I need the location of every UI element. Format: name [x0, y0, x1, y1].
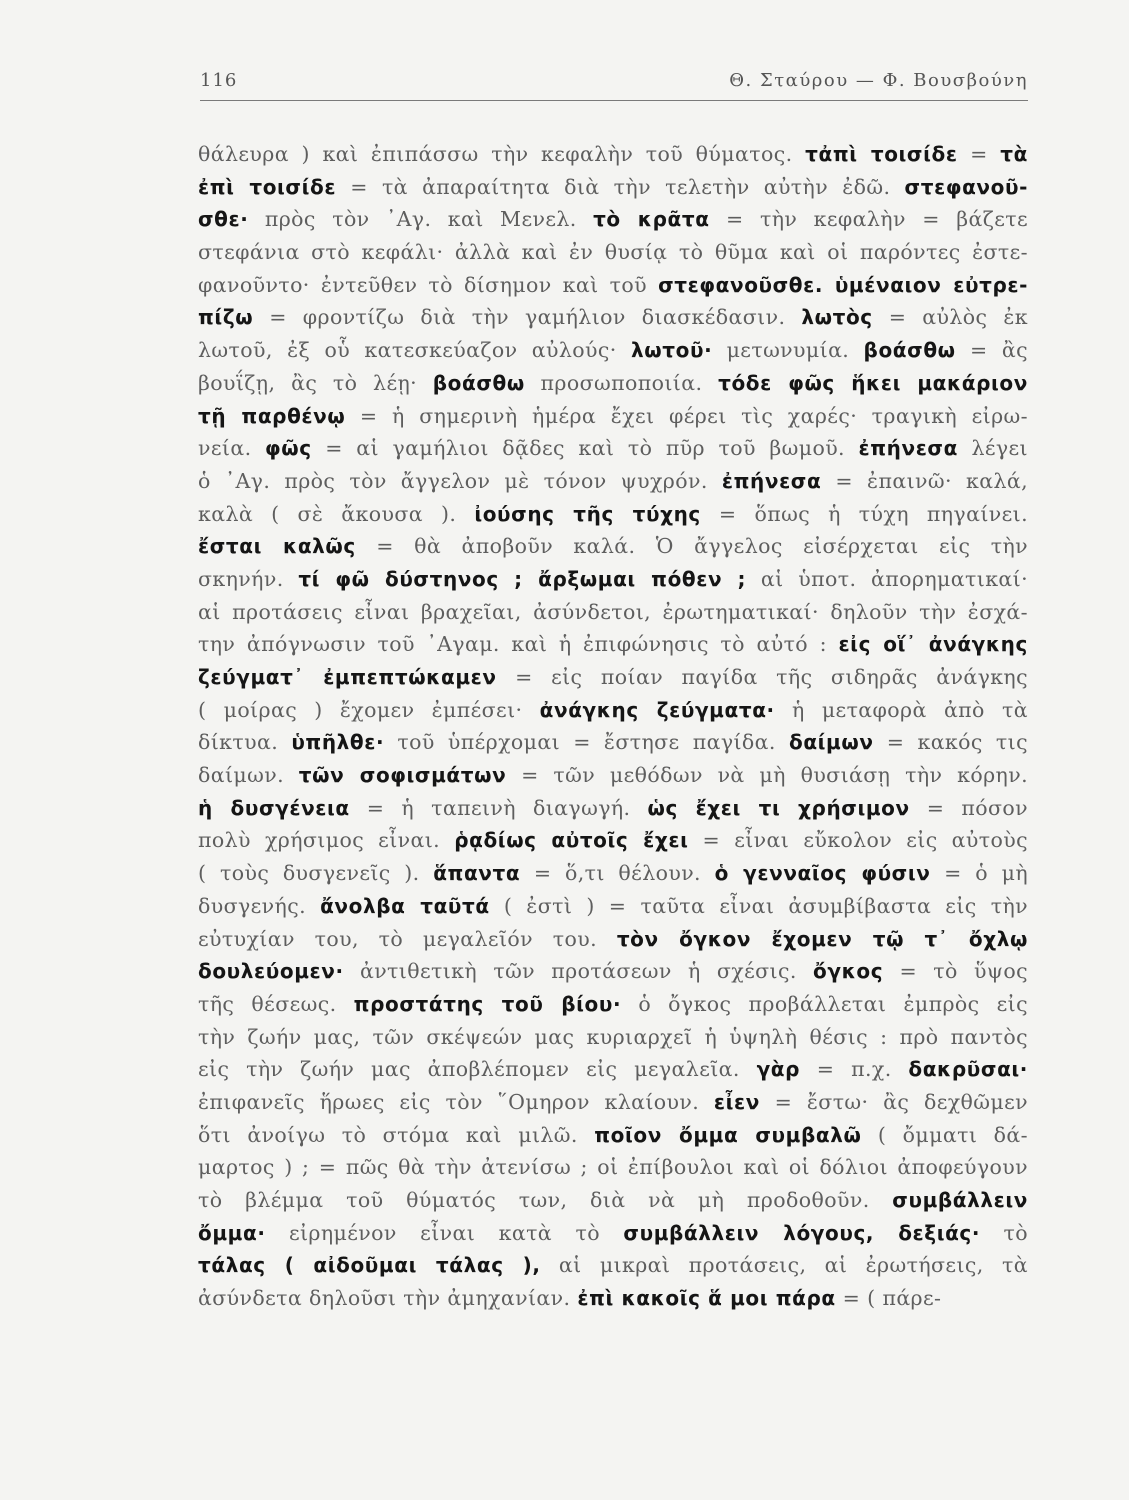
gloss-text: = εἶναι εὔκολον εἰς αὐτοὺς	[688, 828, 1028, 853]
gloss-text: αἱ ὑποτ. ἀπορηματικαί·	[746, 566, 1028, 591]
lemma-term: ἀνάγκης ζεύγματα·	[539, 697, 775, 722]
lemma-term: τὸν ὄγκον ἔχομεν τῷ τ᾿ ὄχλῳ	[616, 926, 1028, 951]
gloss-text: μετωνυμία.	[712, 338, 864, 363]
text-line	[198, 694, 1028, 727]
lemma-term: δακρῦσαι·	[908, 1057, 1028, 1082]
lemma-term: εἰς οἵ᾿ ἀνάγκης	[838, 632, 1028, 657]
gloss-text: ὅτι ἀνοίγω τὸ στόμα καὶ μιλῶ.	[198, 1122, 595, 1147]
gloss-text: εἰς τὴν ζωήν μας ἀποβλέπομεν εἰς μεγαλεῖα.	[198, 1057, 757, 1082]
text-line	[198, 923, 1028, 956]
lemma-term: ἐπήνεσα	[721, 468, 822, 493]
gloss-text: ἀσύνδετα δηλοῦσι τὴν ἀμηχανίαν.	[198, 1286, 578, 1311]
gloss-text: πρὸς τὸν ᾿Αγ. καὶ Μενελ.	[248, 207, 594, 232]
gloss-text: την ἀπόγνωσιν τοῦ ᾿Αγαμ. καὶ ἡ ἐπιφώνησις τὸ αὐτό :	[198, 632, 839, 657]
text-line	[198, 596, 1028, 629]
lemma-term: ἅπαντα	[433, 861, 521, 886]
text-line	[198, 563, 1028, 596]
lemma-term: στεφανοῦ-	[904, 174, 1028, 199]
gloss-text: τὴν ζωήν μας, τῶν σκέψεών μας κυριαρχεῖ ἡ ὑψηλὴ θέσις : πρὸ παντὸς	[198, 1024, 1028, 1049]
gloss-text: ( ὄμματι δά-	[861, 1122, 1028, 1147]
lemma-term: γὰρ	[756, 1057, 801, 1082]
gloss-text: πολὺ χρήσιμος εἶναι.	[198, 828, 455, 853]
text-line	[198, 628, 1028, 661]
lemma-term: τάλας ( αἰδοῦμαι τάλας ),	[198, 1253, 541, 1278]
lemma-term: εἶεν	[713, 1089, 760, 1114]
text-line	[198, 1119, 1028, 1152]
gloss-text: = ( πάρε-	[835, 1286, 942, 1311]
lemma-term: τί φῶ δύστηνος ; ἄρξωμαι πόθεν ;	[298, 566, 747, 591]
gloss-text: προσωποποιία.	[524, 370, 719, 395]
text-line	[198, 269, 1028, 302]
gloss-text: ( τοὺς δυσγενεῖς ).	[198, 861, 434, 886]
lemma-term: λωτοῦ·	[631, 338, 713, 363]
lemma-term: ἡ δυσγένεια	[198, 795, 350, 820]
text-line	[198, 498, 1028, 531]
lemma-term: ἐπὶ τοισίδε	[198, 174, 337, 199]
text-line	[198, 1151, 1028, 1184]
gloss-text: ἀντιθετικὴ τῶν προτάσεων ἡ σχέσις.	[343, 959, 814, 984]
lemma-term: βοάσθω	[432, 370, 525, 395]
lemma-term: ὄμμα·	[198, 1220, 266, 1245]
gloss-text: = τὸ ὕψος	[883, 959, 1028, 984]
text-line	[198, 236, 1028, 269]
gloss-text: δίκτυα.	[198, 730, 292, 755]
gloss-text: ἐπιφανεῖς ἥρωες εἰς τὸν ῞Ομηρον κλαίουν.	[198, 1089, 714, 1114]
text-line	[198, 792, 1028, 825]
gloss-text: = τὴν κεφαλὴν = βάζετε	[709, 207, 1028, 232]
lemma-term: ποῖον ὄμμα συμβαλῶ	[594, 1122, 862, 1147]
lemma-term: τὰ	[1000, 142, 1028, 166]
text-line	[198, 203, 1028, 236]
text-line	[198, 138, 1028, 171]
gloss-text: = πόσον	[909, 795, 1028, 820]
lemma-term: τῇ παρθένῳ	[198, 403, 346, 428]
lemma-term: ζεύγματ᾿ ἐμπεπτώκαμεν	[198, 665, 497, 689]
gloss-text: = ἔστω· ἂς δεχθῶμεν	[759, 1089, 1028, 1114]
gloss-text: =	[957, 142, 1001, 166]
lemma-term: ῥᾳδίως αὐτοῖς ἔχει	[454, 828, 689, 853]
gloss-text: νεία.	[198, 436, 265, 461]
text-line	[198, 1021, 1028, 1054]
page-header	[200, 66, 1028, 101]
lemma-term: ὄγκος	[813, 959, 884, 984]
lemma-term: ἄνολβα ταῦτά	[320, 893, 490, 918]
lemma-term: φῶς	[265, 436, 312, 461]
gloss-text: = αὐλὸς ἐκ	[872, 305, 1028, 330]
gloss-text: στεφάνια στὸ κεφάλι· ἀλλὰ καὶ ἐν θυσίᾳ τὸ θῦμα καὶ οἱ παρόντες ἐστε-	[198, 240, 1028, 265]
lemma-term: ὁ γενναῖος φύσιν	[714, 861, 931, 886]
gloss-text: ( μοίρας ) ἔχομεν ἐμπέσει·	[198, 697, 540, 722]
gloss-text: ὁ ὄγκος προβάλλεται ἐμπρὸς εἰς	[621, 991, 1028, 1016]
lemma-term: τὸ κρᾶτα	[593, 207, 710, 232]
lemma-term: δαίμων	[788, 730, 874, 755]
lemma-term: στεφανοῦσθε. ὑμέναιον εὐτρε-	[658, 272, 1028, 297]
running-head: Θ. Σταύρου — Φ. Βουσβούνη	[729, 70, 1028, 91]
gloss-text: = θὰ ἀποβοῦν καλά. Ὁ ἄγγελος εἰσέρχεται εἰς τὴν	[355, 534, 1028, 559]
gloss-text: λέγει	[957, 436, 1028, 461]
gloss-text: λωτοῦ, ἐξ οὗ κατεσκεύαζον αὐλούς·	[198, 338, 632, 363]
text-line	[198, 1249, 1028, 1282]
gloss-text: = φροντίζω διὰ τὴν γαμήλιον διασκέδασιν.	[253, 305, 802, 330]
gloss-text: φανοῦντο· ἐντεῦθεν τὸ δίσημον καὶ τοῦ	[198, 272, 659, 297]
lemma-term: συμβάλλειν λόγους, δεξιάς·	[623, 1220, 981, 1245]
gloss-text: δυσγενής.	[198, 893, 321, 918]
gloss-text: δαίμων.	[198, 763, 299, 788]
lemma-term: τῶν σοφισμάτων	[298, 763, 507, 788]
text-line	[198, 661, 1028, 694]
gloss-text: εὐτυχίαν του, τὸ μεγαλεῖόν του.	[198, 926, 617, 951]
gloss-text: ἡ μεταφορὰ ἀπὸ τὰ	[774, 697, 1028, 722]
text-line	[198, 301, 1028, 334]
gloss-text: = τὰ ἀπαραίτητα διὰ τὴν τελετὴν αὐτὴν ἐδῶ.	[336, 174, 905, 199]
lemma-term: ἔσται καλῶς	[198, 534, 356, 559]
text-line	[198, 432, 1028, 465]
lemma-term: λωτὸς	[801, 305, 873, 330]
text-line	[198, 1086, 1028, 1119]
gloss-text: = κακός τις	[873, 730, 1028, 755]
lemma-term: βοάσθω	[863, 338, 956, 363]
gloss-text: τὸ βλέμμα τοῦ θύματός των, διὰ νὰ μὴ προδοθοῦν.	[198, 1188, 893, 1212]
gloss-text: = αἱ γαμήλιοι δᾷδες καὶ τὸ πῦρ τοῦ βωμοῦ.	[311, 436, 859, 461]
gloss-text: = τῶν μεθόδων νὰ μὴ θυσιάσῃ τὴν κόρην.	[506, 763, 1028, 788]
gloss-text: = ἂς	[955, 338, 1028, 363]
lemma-term: ὑπῆλθε·	[291, 730, 385, 755]
lemma-term: πίζω	[198, 305, 254, 330]
text-line	[198, 367, 1028, 400]
gloss-text: = ὅ,τι θέλουν.	[520, 861, 715, 886]
lemma-term: τἀπὶ τοισίδε	[805, 142, 958, 166]
gloss-text: τὸ	[980, 1220, 1028, 1245]
text-line	[198, 726, 1028, 759]
lemma-term: συμβάλλειν	[892, 1188, 1028, 1212]
text-line	[198, 1053, 1028, 1086]
gloss-text: θάλευρα ) καὶ ἐπιπάσσω τὴν κεφαλὴν τοῦ θύματος.	[198, 142, 806, 166]
text-line	[198, 400, 1028, 433]
gloss-text: τῆς θέσεως.	[198, 991, 354, 1016]
lemma-term: ὡς ἔχει τι χρήσιμον	[647, 795, 910, 820]
page-number: 116	[200, 70, 238, 91]
text-line	[198, 1282, 1028, 1315]
text-line	[198, 759, 1028, 792]
text-line	[198, 857, 1028, 890]
gloss-text: = ὅπως ἡ τύχη πηγαίνει.	[700, 501, 1028, 526]
gloss-text: ( ἐστὶ ) = ταῦτα εἶναι ἀσυμβίβαστα εἰς τὴν	[489, 893, 1028, 918]
gloss-text: = ὁ μὴ	[930, 861, 1028, 886]
lemma-term: ἐπήνεσα	[858, 436, 958, 461]
text-line	[198, 171, 1028, 204]
lemma-term: σθε·	[198, 207, 249, 232]
text-line	[198, 890, 1028, 923]
lemma-term: προστάτης τοῦ βίου·	[353, 991, 622, 1016]
gloss-text: αἱ μικραὶ προτάσεις, αἱ ἐρωτήσεις, τὰ	[540, 1253, 1028, 1278]
gloss-text: ὁ ᾿Αγ. πρὸς τὸν ἄγγελον μὲ τόνον ψυχρόν.	[198, 468, 722, 493]
gloss-text: σκηνήν.	[198, 566, 299, 591]
text-line	[198, 955, 1028, 988]
lemma-term: δουλεύομεν·	[198, 959, 344, 984]
text-line	[198, 465, 1028, 498]
text-line	[198, 824, 1028, 857]
text-line	[198, 1184, 1028, 1217]
gloss-text: εἰρημένον εἶναι κατὰ τὸ	[265, 1220, 624, 1245]
text-line	[198, 530, 1028, 563]
lemma-term: τόδε φῶς ἥκει μακάριον	[718, 370, 1028, 395]
text-line	[198, 334, 1028, 367]
gloss-text: = εἰς ποίαν παγίδα τῆς σιδηρᾶς ἀνάγκης	[496, 665, 1028, 689]
gloss-text: καλὰ ( σὲ ἄκουσα ).	[198, 501, 475, 526]
text-line	[198, 988, 1028, 1021]
gloss-text: = ἡ σημερινὴ ἡμέρα ἔχει φέρει τὶς χαρές· τραγικὴ εἰρω-	[345, 403, 1028, 428]
gloss-text: = π.χ.	[800, 1057, 909, 1082]
gloss-text: τοῦ ὑπέρχομαι = ἔστησε παγίδα.	[384, 730, 789, 755]
gloss-text: αἱ προτάσεις εἶναι βραχεῖαι, ἀσύνδετοι, ἐρωτηματικαί· δηλοῦν τὴν ἐσχά-	[198, 599, 1028, 624]
commentary-text	[198, 138, 1028, 1315]
lemma-term: ἰούσης τῆς τύχης	[474, 501, 701, 526]
lemma-term: ἐπὶ κακοῖς ἅ μοι πάρα	[577, 1286, 836, 1311]
text-line	[198, 1217, 1028, 1250]
gloss-text: = ἡ ταπεινὴ διαγωγή.	[349, 795, 648, 820]
gloss-text: μαρτος ) ; = πῶς θὰ τὴν ἀτενίσω ; οἱ ἐπίβουλοι καὶ οἱ δόλιοι ἀποφεύγουν	[198, 1155, 1028, 1180]
gloss-text: βουΐζῃ, ἂς τὸ λέῃ·	[198, 370, 433, 395]
gloss-text: = ἐπαινῶ· καλά,	[821, 468, 1028, 493]
